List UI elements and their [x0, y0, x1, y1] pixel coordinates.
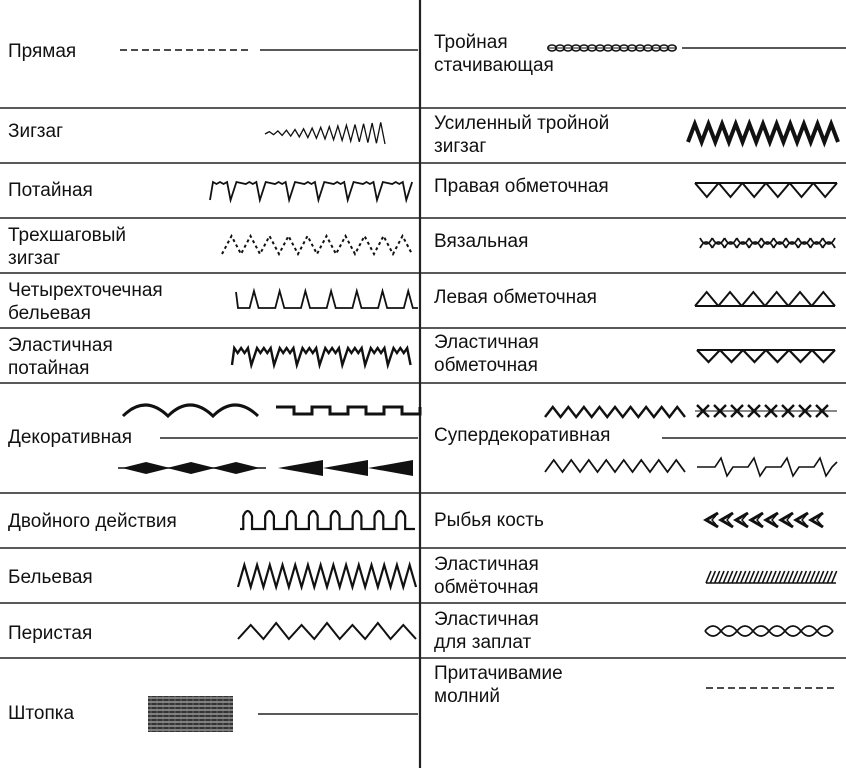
stitch-label-zigzag: Зигзаг — [8, 121, 64, 142]
stitch-label-super-decorative: Супердекоративная — [434, 425, 611, 446]
stitch-sample-triple-straight — [548, 45, 676, 51]
stitch-label-right-overlock: Правая обметочная — [434, 176, 609, 197]
stitch-sample-elastic-patch — [705, 626, 833, 636]
stitch-sample-herringbone — [706, 513, 823, 527]
stitch-label-decorative: Декоративная — [8, 427, 133, 448]
stitch-label-reinforced-triple-zigzag: Усиленный тройной зигзаг — [434, 113, 610, 157]
stitch-label-elastic-overlock-2: Эластичная обмёточная — [434, 554, 539, 598]
stitch-label-feather: Перистая — [8, 623, 93, 644]
stitch-label-elastic-patch: Эластичная для заплат — [434, 609, 539, 653]
stitch-sample-double-action — [240, 511, 415, 529]
stitch-sample-right-overlock — [695, 183, 837, 197]
stitch-sample-blind — [210, 182, 412, 200]
stitch-label-zipper: Притачивамие молний — [434, 663, 563, 707]
stitch-sample-four-point-lingerie — [236, 291, 418, 308]
stitch-label-straight: Прямая — [8, 41, 77, 62]
stitch-sample-decorative — [118, 405, 420, 476]
stitch-label-double-action: Двойного действия — [8, 511, 177, 532]
stitch-label-herringbone: Рыбья кость — [434, 510, 544, 531]
stitch-label-elastic-blind: Эластичная потайная — [8, 335, 113, 379]
stitch-sample-darning — [148, 696, 233, 732]
stitch-label-blind: Потайная — [8, 180, 93, 201]
stitch-sample-zigzag — [265, 122, 385, 144]
stitch-sample-left-overlock — [695, 292, 835, 306]
stitch-sample-knit — [700, 238, 835, 248]
stitch-sample-feather — [238, 623, 416, 639]
stitch-sample-elastic-blind — [232, 348, 411, 365]
stitch-sample-reinforced-triple-zigzag — [688, 124, 838, 142]
stitch-label-darning: Штопка — [8, 703, 75, 724]
stitch-sample-lingerie — [238, 565, 416, 587]
stitch-label-lingerie: Бельевая — [8, 567, 93, 588]
stitch-label-left-overlock: Левая обметочная — [434, 287, 597, 308]
stitch-sample-elastic-overlock-2 — [706, 571, 837, 583]
stitch-label-four-point-lingerie: Четырехточечная бельевая — [8, 280, 163, 324]
stitch-sample-elastic-overlock — [697, 350, 835, 362]
stitch-label-triple-step-zigzag: Трехшаговый зигзаг — [8, 225, 127, 269]
stitch-label-knit: Вязальная — [434, 231, 529, 252]
stitch-sample-triple-step-zigzag — [222, 236, 412, 254]
stitch-label-elastic-overlock: Эластичная обметочная — [434, 332, 539, 376]
stitch-label-triple-straight: Тройная стачивающая — [434, 32, 554, 76]
